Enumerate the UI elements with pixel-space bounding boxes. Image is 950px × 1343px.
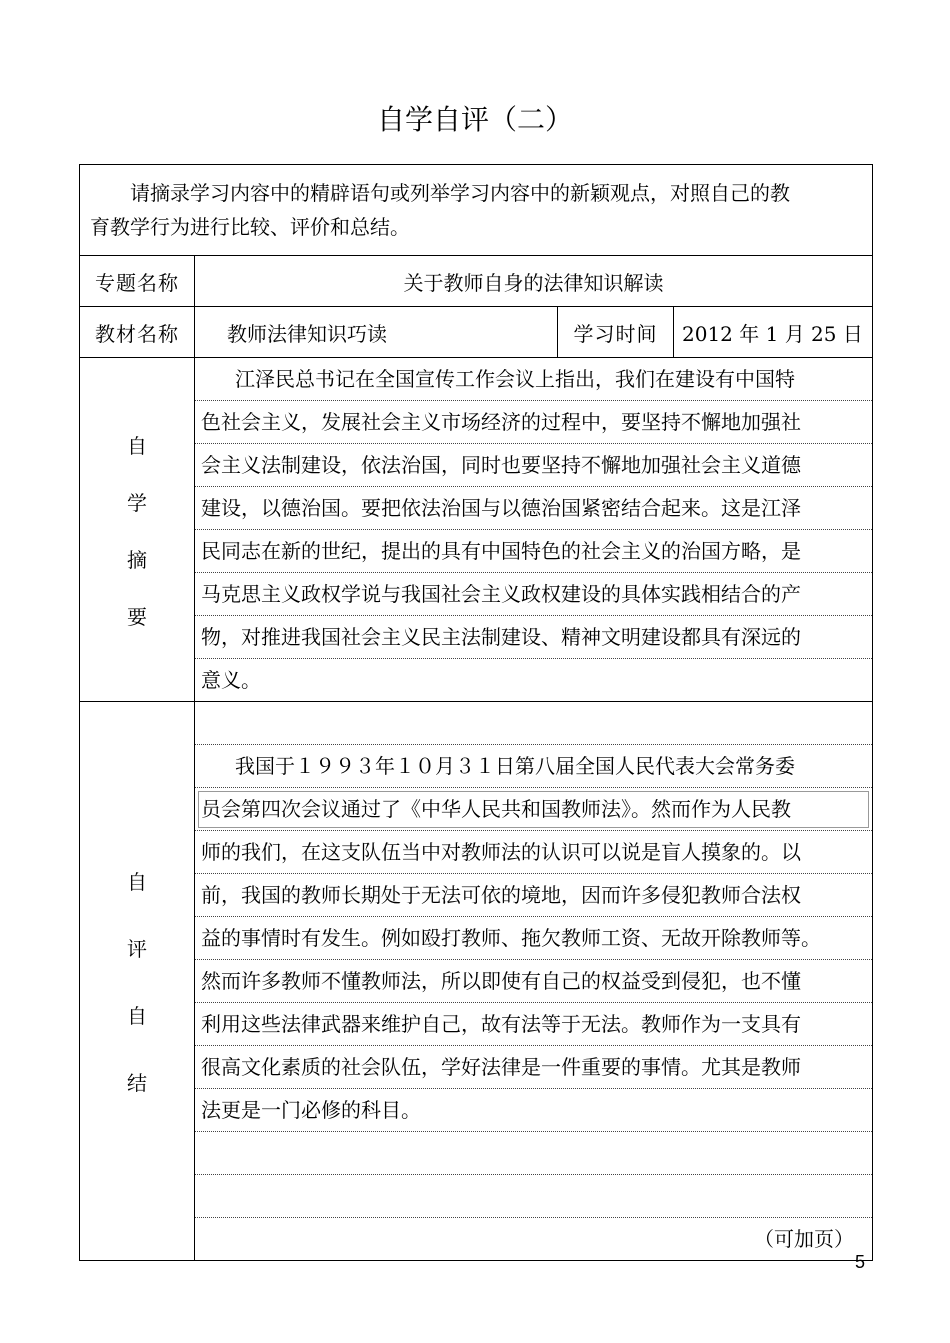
abstract-line: 物，对推进我国社会主义民主法制建设、精神文明建设都具有深远的 <box>195 616 872 659</box>
page-number: 5 <box>855 1252 866 1272</box>
study-time-label: 学习时间 <box>558 307 674 358</box>
evaluation-label-char: 自 <box>127 870 147 894</box>
evaluation-line: 前，我国的教师长期处于无法可依的境地，因而许多侵犯教师合法权 <box>195 874 872 917</box>
evaluation-line: 然而许多教师不懂教师法，所以即使有自己的权益受到侵犯，也不懂 <box>195 960 872 1003</box>
abstract-line: 江泽民总书记在全国宣传工作会议上指出，我们在建设有中国特 <box>195 358 872 401</box>
abstract-label-char: 摘 <box>127 547 147 572</box>
study-time-value[interactable]: 2012 年 1 月 25 日 <box>674 307 873 358</box>
self-study-form <box>79 164 873 1261</box>
evaluation-line: 很高文化素质的社会队伍，学好法律是一件重要的事情。尤其是教师 <box>195 1046 872 1089</box>
abstract-line: 色社会主义，发展社会主义市场经济的过程中，要坚持不懈地加强社 <box>195 401 872 444</box>
abstract-content[interactable] <box>195 358 873 702</box>
evaluation-line <box>195 1132 872 1175</box>
evaluation-content[interactable] <box>195 702 873 1261</box>
abstract-line: 意义。 <box>201 668 261 692</box>
topic-label: 专题名称 <box>80 256 195 307</box>
evaluation-line: 员会第四次会议通过了《中华人民共和国教师法》。然而作为人民教 <box>195 788 872 831</box>
material-label: 教材名称 <box>80 307 195 358</box>
evaluation-label-char: 评 <box>127 937 147 961</box>
abstract-line: 会主义法制建设，依法治国，同时也要坚持不懈地加强社会主义道德 <box>195 444 872 487</box>
evaluation-line: 师的我们，在这支队伍当中对教师法的认识可以说是盲人摸象的。以 <box>195 831 872 874</box>
add-page-note: （可加页） <box>754 1227 854 1251</box>
instructions-line-1: 请摘录学习内容中的精辟语句或列举学习内容中的新颖观点，对照自己的教 <box>130 181 790 205</box>
evaluation-line: 法更是一门必修的科目。 <box>195 1089 872 1132</box>
abstract-label-char: 要 <box>127 604 147 629</box>
topic-value[interactable]: 关于教师自身的法律知识解读 <box>195 256 873 307</box>
evaluation-line: 利用这些法律武器来维护自己，故有法等于无法。教师作为一支具有 <box>195 1003 872 1046</box>
page-title: 自学自评（二） <box>376 103 573 136</box>
abstract-line: 马克思主义政权学说与我国社会主义政权建设的具体实践相结合的产 <box>195 573 872 616</box>
instructions-line-2: 育教学行为进行比较、评价和总结。 <box>90 215 410 239</box>
evaluation-line <box>195 702 872 745</box>
evaluation-label <box>80 702 195 1261</box>
evaluation-label-char: 结 <box>127 1071 147 1095</box>
abstract-line: 建设，以德治国。要把依法治国与以德治国紧密结合起来。这是江泽 <box>195 487 872 530</box>
abstract-label-char: 学 <box>127 490 147 515</box>
abstract-label-char: 自 <box>127 433 147 458</box>
material-value[interactable]: 教师法律知识巧读 <box>195 307 558 358</box>
abstract-label <box>80 358 195 702</box>
evaluation-line: 益的事情时有发生。例如殴打教师、拖欠教师工资、无故开除教师等。 <box>195 917 872 960</box>
abstract-line: 民同志在新的世纪，提出的具有中国特色的社会主义的治国方略，是 <box>195 530 872 573</box>
instructions <box>80 165 873 256</box>
evaluation-line: 我国于１９９３年１０月３１日第八届全国人民代表大会常务委 <box>195 745 872 788</box>
evaluation-label-char: 自 <box>127 1004 147 1028</box>
evaluation-line <box>195 1175 872 1218</box>
